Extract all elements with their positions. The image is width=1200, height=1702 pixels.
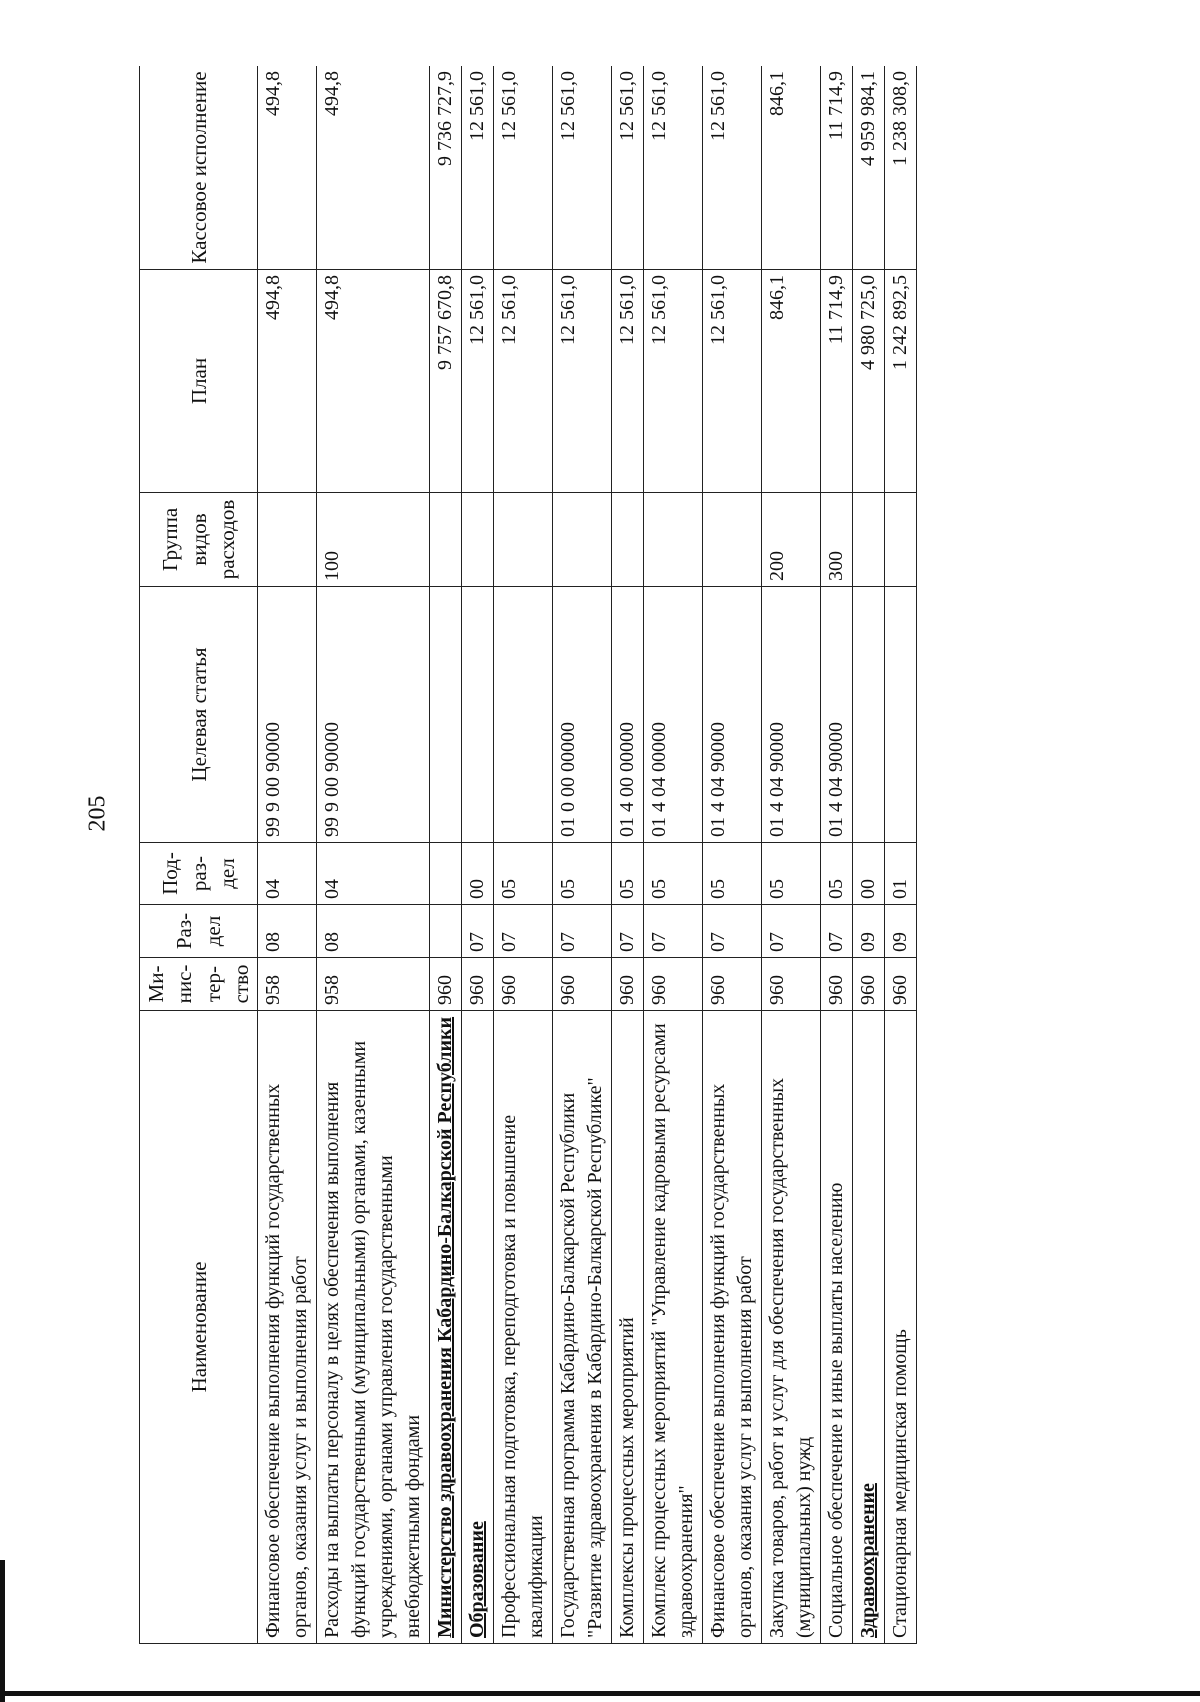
table-row: [885, 66, 917, 1644]
table-rotation-container: [139, 66, 1097, 1644]
cell-subsection: 05: [553, 843, 612, 905]
cell-subsection: 00: [462, 843, 494, 905]
cell-actual: 1 238 308,0: [885, 66, 917, 270]
cell-plan: 1 242 892,5: [885, 270, 917, 493]
cell-plan: 11 714,9: [821, 270, 853, 493]
table-row: [462, 66, 494, 1644]
cell-ministry: 960: [703, 958, 762, 1011]
table-row: [258, 66, 317, 1644]
cell-name: Социальное обеспечение и иные выплаты населению: [821, 1011, 853, 1644]
cell-ministry: 960: [430, 958, 462, 1011]
cell-target: 01 4 04 90000: [703, 587, 762, 843]
cell-ministry: 960: [494, 958, 553, 1011]
cell-actual: 494,8: [317, 66, 430, 270]
header-ministry: Ми-нис-тер-ство: [140, 958, 258, 1011]
cell-section: 09: [885, 905, 917, 958]
cell-ministry: 960: [553, 958, 612, 1011]
cell-name: Финансовое обеспечение выполнения функций государственных органов, оказания услуг и выполнения работ: [258, 1011, 317, 1644]
table-row: [703, 66, 762, 1644]
cell-subsection: 00: [853, 843, 885, 905]
cell-group: [644, 493, 703, 587]
cell-actual: 12 561,0: [494, 66, 553, 270]
cell-plan: 12 561,0: [612, 270, 644, 493]
cell-group: [612, 493, 644, 587]
page-number: 205: [84, 795, 111, 832]
cell-group: [430, 493, 462, 587]
cell-group: [494, 493, 553, 587]
table-row: [430, 66, 462, 1644]
cell-group: [258, 493, 317, 587]
cell-name: Расходы на выплаты персоналу в целях обеспечения выполнения функций государственными (муниципальными) органами, казенными учреждениями, органами управления государственными внебюджетными фондами: [317, 1011, 430, 1644]
header-subsection: Под-раз-дел: [140, 843, 258, 905]
cell-ministry: 960: [612, 958, 644, 1011]
cell-section: 09: [853, 905, 885, 958]
cell-subsection: 04: [317, 843, 430, 905]
cell-target: 01 4 04 00000: [644, 587, 703, 843]
cell-subsection: 05: [762, 843, 821, 905]
cell-target: [462, 587, 494, 843]
cell-section: [430, 905, 462, 958]
header-name: Наименование: [140, 1011, 258, 1644]
cell-name: Закупка товаров, работ и услуг для обеспечения государственных (муниципальных) нужд: [762, 1011, 821, 1644]
bottom-scan-rule: [0, 1691, 1200, 1696]
table-header-row: [140, 66, 258, 1644]
cell-group: [462, 493, 494, 587]
cell-ministry: 960: [853, 958, 885, 1011]
cell-group: 200: [762, 493, 821, 587]
cell-target: 99 9 00 90000: [258, 587, 317, 843]
cell-section: 07: [612, 905, 644, 958]
cell-plan: 12 561,0: [703, 270, 762, 493]
cell-section: 07: [762, 905, 821, 958]
cell-name: Образование: [462, 1011, 494, 1644]
cell-subsection: [430, 843, 462, 905]
cell-name: Министерство здравоохранения Кабардино-Балкарской Республики: [430, 1011, 462, 1644]
cell-actual: 11 714,9: [821, 66, 853, 270]
table-row: [762, 66, 821, 1644]
cell-section: 07: [821, 905, 853, 958]
cell-plan: 12 561,0: [553, 270, 612, 493]
cell-ministry: 960: [462, 958, 494, 1011]
cell-subsection: 05: [494, 843, 553, 905]
cell-name: Стационарная медицинская помощь: [885, 1011, 917, 1644]
cell-plan: 494,8: [317, 270, 430, 493]
cell-group: [853, 493, 885, 587]
cell-plan: 12 561,0: [462, 270, 494, 493]
cell-ministry: 960: [885, 958, 917, 1011]
cell-actual: 846,1: [762, 66, 821, 270]
cell-name: Здравоохранение: [853, 1011, 885, 1644]
cell-section: 08: [258, 905, 317, 958]
left-scan-mark: [0, 1560, 5, 1702]
cell-section: 07: [462, 905, 494, 958]
cell-plan: 12 561,0: [494, 270, 553, 493]
header-section: Раз-дел: [140, 905, 258, 958]
cell-ministry: 958: [317, 958, 430, 1011]
cell-name: Финансовое обеспечение выполнения функций государственных органов, оказания услуг и выполнения работ: [703, 1011, 762, 1644]
table-row: [821, 66, 853, 1644]
cell-name: Комплексы процессных мероприятий: [612, 1011, 644, 1644]
table-row: [494, 66, 553, 1644]
cell-section: 07: [703, 905, 762, 958]
cell-ministry: 960: [644, 958, 703, 1011]
cell-target: [494, 587, 553, 843]
cell-subsection: 05: [703, 843, 762, 905]
cell-name: Профессиональная подготовка, переподготовка и повышение квалификации: [494, 1011, 553, 1644]
cell-target: 01 4 04 90000: [821, 587, 853, 843]
cell-plan: 4 980 725,0: [853, 270, 885, 493]
cell-group: [703, 493, 762, 587]
cell-subsection: 04: [258, 843, 317, 905]
rotated-table-area: [139, 66, 1097, 1644]
cell-target: [430, 587, 462, 843]
table-row: [553, 66, 612, 1644]
cell-target: 99 9 00 90000: [317, 587, 430, 843]
cell-target: [853, 587, 885, 843]
cell-group: 100: [317, 493, 430, 587]
cell-actual: 12 561,0: [462, 66, 494, 270]
cell-ministry: 960: [821, 958, 853, 1011]
table-row: [644, 66, 703, 1644]
table-row: [612, 66, 644, 1644]
cell-actual: 9 736 727,9: [430, 66, 462, 270]
cell-ministry: 960: [762, 958, 821, 1011]
cell-group: [885, 493, 917, 587]
budget-table: [139, 66, 917, 1644]
cell-actual: 12 561,0: [644, 66, 703, 270]
cell-section: 07: [494, 905, 553, 958]
cell-target: 01 4 04 90000: [762, 587, 821, 843]
cell-actual: 12 561,0: [612, 66, 644, 270]
cell-actual: 12 561,0: [703, 66, 762, 270]
cell-plan: 494,8: [258, 270, 317, 493]
cell-target: [885, 587, 917, 843]
cell-group: 300: [821, 493, 853, 587]
cell-actual: 494,8: [258, 66, 317, 270]
cell-group: [553, 493, 612, 587]
cell-target: 01 0 00 00000: [553, 587, 612, 843]
cell-actual: 12 561,0: [553, 66, 612, 270]
cell-target: 01 4 00 00000: [612, 587, 644, 843]
cell-section: 07: [644, 905, 703, 958]
header-group: Группа видов расходов: [140, 493, 258, 587]
cell-subsection: 05: [612, 843, 644, 905]
header-plan: План: [140, 270, 258, 493]
cell-subsection: 01: [885, 843, 917, 905]
table-row: [317, 66, 430, 1644]
cell-actual: 4 959 984,1: [853, 66, 885, 270]
cell-plan: 846,1: [762, 270, 821, 493]
header-target: Целевая статья: [140, 587, 258, 843]
table-row: [853, 66, 885, 1644]
cell-section: 08: [317, 905, 430, 958]
cell-section: 07: [553, 905, 612, 958]
cell-name: Государственная программа Кабардино-Балкарской Республики "Развитие здравоохранения в Кабардино-Балкарской Республике": [553, 1011, 612, 1644]
cell-plan: 9 757 670,8: [430, 270, 462, 493]
cell-name: Комплекс процессных мероприятий "Управление кадровыми ресурсами здравоохранения": [644, 1011, 703, 1644]
cell-ministry: 958: [258, 958, 317, 1011]
cell-plan: 12 561,0: [644, 270, 703, 493]
cell-subsection: 05: [644, 843, 703, 905]
header-actual: Кассовое исполнение: [140, 66, 258, 270]
cell-subsection: 05: [821, 843, 853, 905]
